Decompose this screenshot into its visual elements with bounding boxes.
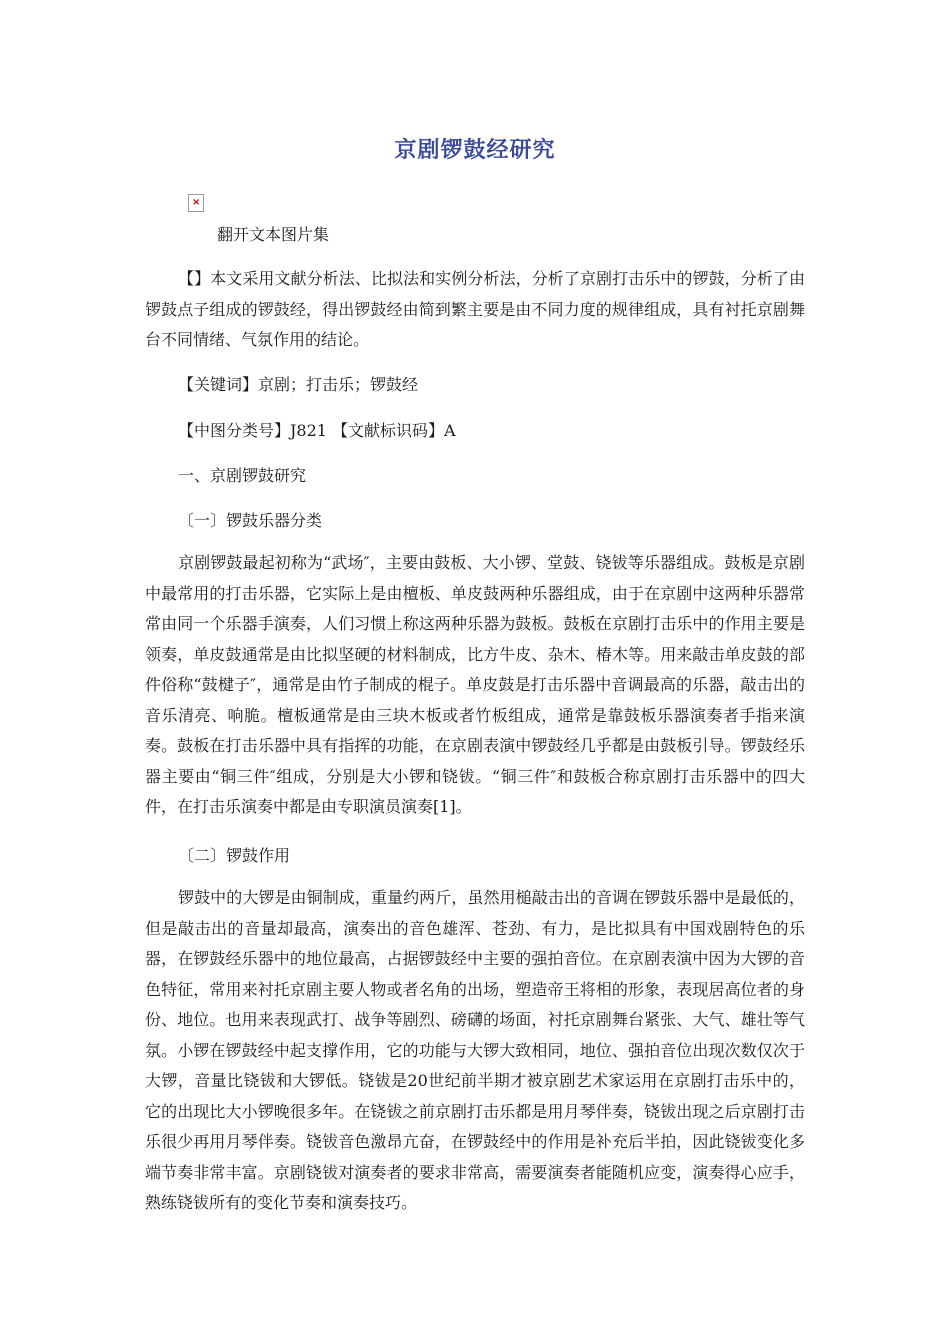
- close-icon: ×: [192, 197, 201, 208]
- page-title: 京剧锣鼓经研究: [394, 138, 556, 163]
- subsection-heading: 〔二〕锣鼓作用: [178, 846, 291, 865]
- subsection-heading: 〔一〕锣鼓乐器分类: [178, 511, 323, 530]
- classification: 【中图分类号】J821 【文献标识码】A: [178, 421, 456, 440]
- section-heading: 一、京剧锣鼓研究: [178, 466, 307, 485]
- body-paragraph: 锣鼓中的大锣是由铜制成，重量约两斤，虽然用槌敲击出的音调在锣鼓乐器中是最低的，但是敲击出的音量却最高，演奏出的音色雄浑、苍劲、有力，是比拟具有中国戏剧特色的乐器，在锣鼓经乐器中的地位最高，占据锣鼓经中主要的强拍音位。在京剧表演中因为大锣的音色特征，常用来衬托京剧主要人物或者名角的出场，塑造帝王将相的形象，表现居高位者的身份、地位。也用来表现武打、战争等剧烈、磅礴的场面，衬托京剧舞台紧张、大气、雄壮等气氛。小锣在锣鼓经中起支撑作用，它的功能与大锣大致相同，地位、强拍音位出现次数仅次于大锣，音量比铙钹和大锣低。铙钹是20世纪前半期才被京剧艺术家运用在京剧打击乐中的，它的出现比大小锣晚很多年。在铙钹之前京剧打击乐都是用月琴伴奏，铙钹出现之后京剧打击乐很少再用月琴伴奏。铙钹音色激昂亢奋，在锣鼓经中的作用是补充后半拍，因此铙钹变化多端节奏非常丰富。京剧铙钹对演奏者的要求非常高，需要演奏者能随机应变，演奏得心应手，熟练铙钹所有的变化节奏和演奏技巧。: [145, 888, 805, 1212]
- keywords: 【关键词】京剧；打击乐；锣鼓经: [178, 375, 419, 394]
- body-paragraph: 京剧锣鼓最起初称为“武场″，主要由鼓板、大小锣、堂鼓、铙钹等乐器组成。鼓板是京剧中最常用的打击乐器，它实际上是由檀板、单皮鼓两种乐器组成，由于在京剧中这两种乐器常常由同一个乐器手演奏，人们习惯上称这两种乐器为鼓板。鼓板在京剧打击乐中的作用主要是领奏，单皮鼓通常是由比拟坚硬的材料制成，比方牛皮、杂木、椿木等。用来敲击单皮鼓的部件俗称“鼓楗子″，通常是由竹子制成的棍子。单皮鼓是打击乐器中音调最高的乐器，敲击出的音乐清亮、响脆。檀板通常是由三块木板或者竹板组成，通常是靠鼓板乐器演奏者手指来演奏。鼓板在打击乐器中具有指挥的功能，在京剧表演中锣鼓经几乎都是由鼓板引导。锣鼓经乐器主要由“铜三件″组成，分别是大小锣和铙钹。“铜三件″和鼓板合称京剧打击乐器中的四大件，在打击乐演奏中都是由专职演员演奏[1]。: [145, 553, 805, 816]
- image-caption-link[interactable]: 翻开文本图片集: [217, 225, 330, 244]
- broken-image-icon[interactable]: [188, 194, 204, 212]
- abstract-paragraph: 【】本文采用文献分析法、比拟法和实例分析法，分析了京剧打击乐中的锣鼓，分析了由锣鼓点子组成的锣鼓经，得出锣鼓经由简到繁主要是由不同力度的规律组成，具有衬托京剧舞台不同情绪、气氛作用的结论。: [145, 269, 805, 349]
